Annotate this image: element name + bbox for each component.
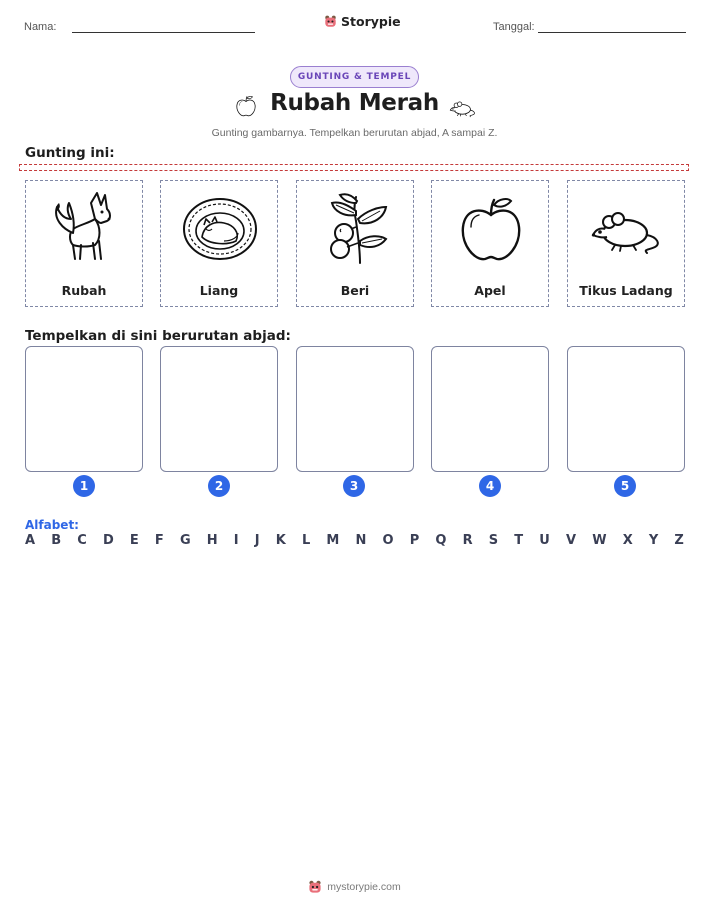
- paste-heading: Tempelkan di sini berurutan abjad:: [25, 328, 291, 344]
- alphabet-letter: Z: [674, 533, 684, 548]
- alphabet-letter: N: [355, 533, 367, 548]
- alphabet-label: Alfabet:: [25, 518, 79, 532]
- name-label: Nama:: [24, 21, 57, 33]
- alphabet-letter: T: [514, 533, 524, 548]
- order-number-3: 3: [343, 475, 365, 497]
- paste-box-3[interactable]: [296, 346, 414, 472]
- cut-card-label: Beri: [340, 283, 370, 298]
- cut-card-beri[interactable]: [296, 180, 414, 307]
- alphabet-letter: X: [622, 533, 633, 548]
- cut-heading: Gunting ini:: [25, 145, 115, 161]
- alphabet-letter: V: [566, 533, 577, 548]
- fox-icon: [45, 189, 125, 269]
- alphabet-letter: M: [326, 533, 340, 548]
- cut-card-tikus-ladang[interactable]: [567, 180, 685, 307]
- storypie-logo: [324, 14, 401, 29]
- alphabet-letter: A: [25, 533, 36, 548]
- order-number-1: 1: [73, 475, 95, 497]
- footer: [0, 880, 709, 894]
- order-number-5: 5: [614, 475, 636, 497]
- cut-card-label: Rubah: [61, 283, 107, 298]
- alphabet-letter: E: [129, 533, 139, 548]
- paste-box-2[interactable]: [160, 346, 278, 472]
- cut-card-liang[interactable]: [160, 180, 278, 307]
- alphabet-letter: L: [301, 533, 311, 548]
- berry-icon: [316, 189, 396, 269]
- paste-box-5[interactable]: [567, 346, 685, 472]
- alphabet-letter: R: [462, 533, 473, 548]
- alphabet-letter: C: [77, 533, 87, 548]
- page-title: Rubah Merah: [270, 90, 439, 116]
- instructions: Gunting gambarnya. Tempelkan berurutan abjad, A sampai Z.: [211, 127, 498, 139]
- alphabet-letter: S: [488, 533, 499, 548]
- order-number-2: 2: [208, 475, 230, 497]
- alphabet-letter: U: [539, 533, 550, 548]
- storypie-mascot-icon: [324, 15, 337, 28]
- cut-card-label: Tikus Ladang: [579, 283, 673, 298]
- storypie-mascot-icon: [308, 880, 322, 894]
- date-label: Tanggal:: [493, 21, 535, 33]
- alphabet-letter: J: [254, 533, 260, 548]
- alphabet-letter: K: [275, 533, 286, 548]
- alphabet-letter: H: [206, 533, 218, 548]
- cut-card-apel[interactable]: [431, 180, 549, 307]
- brand-name: Storypie: [341, 14, 401, 29]
- alphabet-letter: Y: [648, 533, 659, 548]
- alphabet-letter: I: [233, 533, 239, 548]
- paste-box-4[interactable]: [431, 346, 549, 472]
- date-field[interactable]: [538, 32, 686, 33]
- cut-card-label: Liang: [199, 283, 239, 298]
- footer-url[interactable]: mystorypie.com: [327, 881, 401, 893]
- paste-box-1[interactable]: [25, 346, 143, 472]
- mouse-icon: [448, 93, 478, 119]
- apple-icon: [451, 189, 531, 269]
- alphabet-letter: G: [179, 533, 191, 548]
- alphabet-letter: D: [102, 533, 114, 548]
- order-number-4: 4: [479, 475, 501, 497]
- alphabet-letter: P: [409, 533, 420, 548]
- cut-line: [19, 164, 689, 171]
- cut-card-label: Apel: [474, 283, 506, 298]
- alphabet-row: [25, 533, 684, 548]
- alphabet-letter: W: [592, 533, 607, 548]
- mouse-icon: [587, 189, 667, 269]
- activity-badge: GUNTING & TEMPEL: [290, 66, 419, 88]
- alphabet-letter: O: [382, 533, 394, 548]
- alphabet-letter: F: [154, 533, 164, 548]
- cut-card-rubah[interactable]: [25, 180, 143, 307]
- alphabet-letter: B: [51, 533, 62, 548]
- burrow-icon: [180, 189, 260, 269]
- name-field[interactable]: [72, 32, 255, 33]
- alphabet-letter: Q: [435, 533, 447, 548]
